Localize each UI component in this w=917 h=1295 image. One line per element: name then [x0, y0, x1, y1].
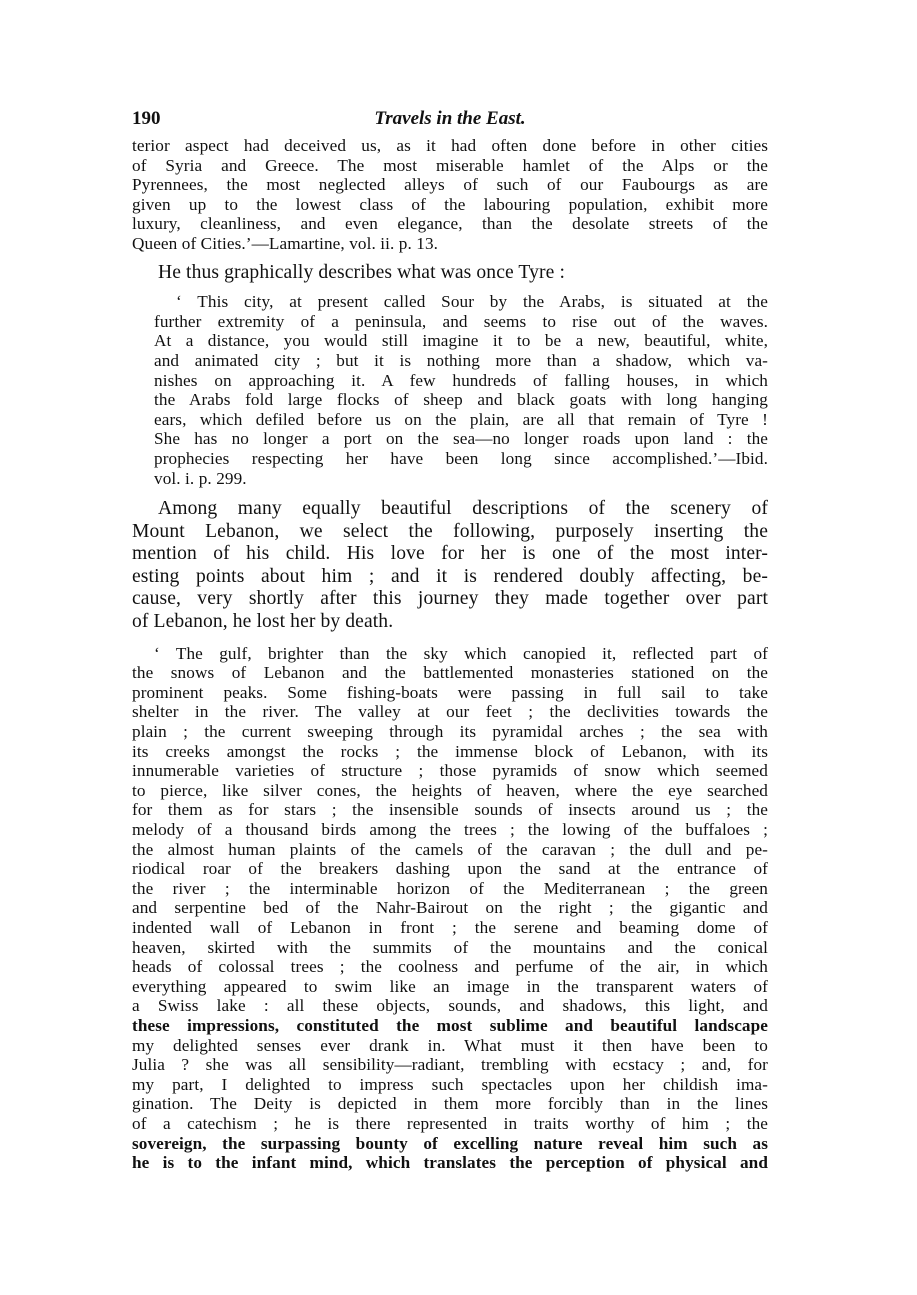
text-line: ‘ The gulf, brighter than the sky which canopied it, reflected part of	[154, 643, 768, 663]
book-page	[132, 108, 768, 1173]
text-line: riodical roar of the breakers dashing upon the sand at the entrance of	[132, 859, 768, 879]
text-line: for them as for stars ; the insensible sounds of insects around us ; the	[132, 800, 768, 820]
text-line: these impressions, constituted the most sublime and beautiful landscape	[132, 1015, 768, 1035]
text-line: He thus graphically describes what was once Tyre :	[158, 261, 565, 283]
text-line: he is to the infant mind, which translates the perception of physical and	[132, 1153, 768, 1173]
text-line: vol. i. p. 299.	[154, 468, 247, 488]
text-line: the snows of Lebanon and the battlemented monasteries stationed on the	[132, 663, 768, 683]
text-line: heads of colossal trees ; the coolness and perfume of the air, in which	[132, 957, 768, 977]
text-line: prominent peaks. Some fishing-boats were passing in full sail to take	[132, 682, 768, 702]
text-line: and serpentine bed of the Nahr-Bairout on the right ; the gigantic and	[132, 898, 768, 918]
text-line: sovereign, the surpassing bounty of excelling nature reveal him such as	[132, 1133, 768, 1153]
tyre-intro	[132, 262, 768, 285]
text-line: the almost human plaints of the camels of the caravan ; the dull and pe-	[132, 839, 768, 859]
text-line: plain ; the current sweeping through its pyramidal arches ; the sea with	[132, 722, 768, 742]
text-line: ears, which defiled before us on the plain, are all that remain of Tyre !	[154, 409, 768, 429]
text-line: the Arabs fold large flocks of sheep and black goats with long hanging	[154, 390, 768, 410]
page-number: 190	[132, 108, 161, 129]
text-line: She has no longer a port on the sea—no longer roads upon land : the	[154, 429, 768, 449]
gulf-quote	[132, 644, 768, 1173]
text-line: Queen of Cities.’—Lamartine, vol. ii. p. 13.	[132, 233, 439, 253]
text-line: further extremity of a peninsula, and seems to rise out of the waves.	[154, 311, 768, 331]
text-line: everything appeared to swim like an image in the transparent waters of	[132, 976, 768, 996]
text-line: ‘ This city, at present called Sour by the Arabs, is situated at the	[176, 292, 768, 312]
text-line: terior aspect had deceived us, as it had often done before in other cities	[132, 136, 768, 155]
text-line: Mount Lebanon, we select the following, purposely inserting the	[132, 520, 768, 542]
text-line: my delighted senses ever drank in. What must it then have been to	[132, 1035, 768, 1055]
text-line: mention of his child. His love for her is one of the most inter-	[132, 543, 768, 565]
text-line: Among many equally beautiful descriptions of the scenery of	[158, 498, 768, 520]
tyre-quote	[132, 292, 768, 488]
lebanon-intro	[132, 498, 768, 634]
text-line: indented wall of Lebanon in front ; the serene and beaming dome of	[132, 917, 768, 937]
quote-continuation	[132, 136, 768, 254]
text-line: melody of a thousand birds among the trees ; the lowing of the buffaloes ;	[132, 820, 768, 839]
text-line: esting points about him ; and it is rendered doubly affecting, be-	[132, 565, 768, 587]
text-line: innumerable varieties of structure ; those pyramids of snow which seemed	[132, 761, 768, 781]
text-line: cause, very shortly after this journey they made together over part	[132, 588, 768, 610]
text-line: the river ; the interminable horizon of the Mediterranean ; the green	[132, 878, 768, 898]
text-line: Pyrennees, the most neglected alleys of such of our Faubourgs as are	[132, 175, 768, 195]
text-line: nishes on approaching it. A few hundreds of falling houses, in which	[154, 370, 768, 390]
text-line: shelter in the river. The valley at our feet ; the declivities towards the	[132, 702, 768, 722]
text-line: my part, I delighted to impress such spectacles upon her childish ima-	[132, 1074, 768, 1094]
text-line: luxury, cleanliness, and even elegance, than the desolate streets of the	[132, 214, 768, 234]
text-line: its creeks amongst the rocks ; the immense block of Lebanon, with its	[132, 741, 768, 761]
text-line: gination. The Deity is depicted in them more forcibly than in the lines	[132, 1094, 768, 1114]
text-line: and animated city ; but it is nothing more than a shadow, which va-	[154, 350, 768, 370]
text-line: a Swiss lake : all these objects, sounds, and shadows, this light, and	[132, 996, 768, 1016]
running-head	[132, 108, 768, 136]
text-line: of Lebanon, he lost her by death.	[132, 611, 394, 633]
text-line: At a distance, you would still imagine it to be a new, beautiful, white,	[154, 331, 768, 351]
text-line: prophecies respecting her have been long since accomplished.’—Ibid.	[154, 448, 768, 468]
text-line: to pierce, like silver cones, the heights of heaven, where the eye searched	[132, 780, 768, 800]
text-line: of Syria and Greece. The most miserable hamlet of the Alps or the	[132, 155, 768, 175]
text-line: heaven, skirted with the summits of the mountains and the conical	[132, 937, 768, 957]
text-line: given up to the lowest class of the labouring population, exhibit more	[132, 194, 768, 214]
running-title: Travels in the East.	[374, 108, 526, 129]
text-line: of a catechism ; he is there represented in traits worthy of him ; the	[132, 1113, 768, 1133]
text-line: Julia ? she was all sensibility—radiant, trembling with ecstacy ; and, for	[132, 1055, 768, 1075]
